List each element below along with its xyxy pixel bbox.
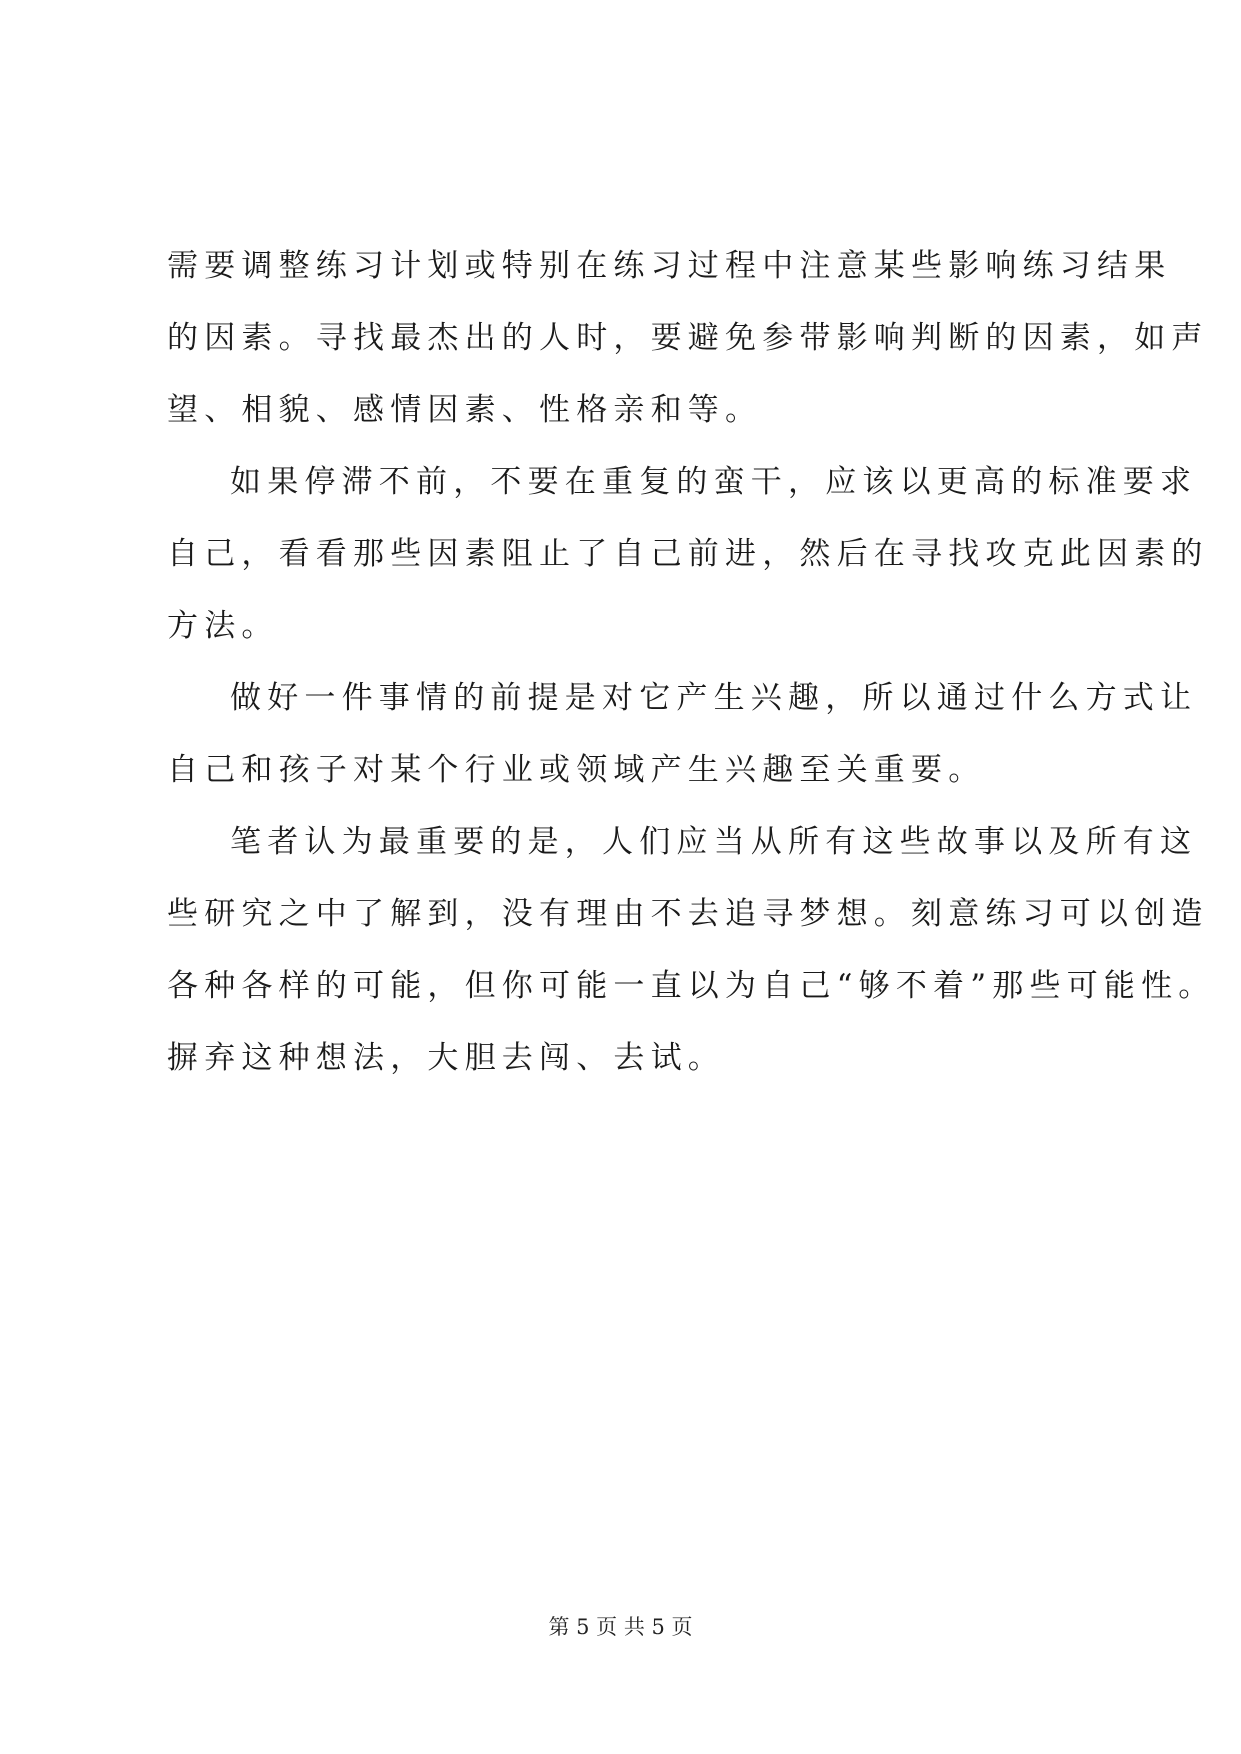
- text-line: 如果停滞不前，不要在重复的蛮干，应该以更高的标准要求: [230, 464, 1198, 500]
- text-line: 自己和孩子对某个行业或领域产生兴趣至关重要。: [167, 752, 986, 788]
- text-line: 各种各样的可能，但你可能一直以为自己“够不着”那些可能性。: [167, 968, 1216, 1004]
- text-line: 方法。: [167, 608, 279, 644]
- page-number-footer: 第 5 页 共 5 页: [548, 1615, 693, 1639]
- text-line: 些研究之中了解到，没有理由不去追寻梦想。刻意练习可以创造: [167, 896, 1209, 932]
- text-line: 做好一件事情的前提是对它产生兴趣，所以通过什么方式让: [230, 680, 1198, 716]
- text-line: 笔者认为最重要的是，人们应当从所有这些故事以及所有这: [230, 824, 1198, 860]
- text-line: 的因素。寻找最杰出的人时，要避免参带影响判断的因素，如声: [167, 320, 1209, 356]
- text-line: 望、相貌、感情因素、性格亲和等。: [167, 392, 763, 428]
- body-text: [167, 230, 1216, 1094]
- text-line: 自己，看看那些因素阻止了自己前进，然后在寻找攻克此因素的: [167, 536, 1209, 572]
- text-line: 需要调整练习计划或特别在练习过程中注意某些影响练习结果: [167, 248, 1172, 284]
- text-line: 摒弃这种想法，大胆去闯、去试。: [167, 1040, 725, 1076]
